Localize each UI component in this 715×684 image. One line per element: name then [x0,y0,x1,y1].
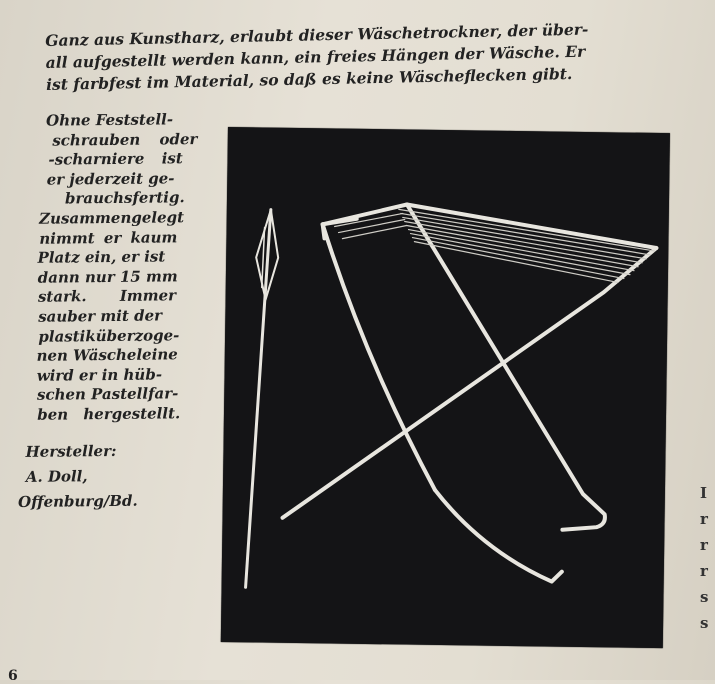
product-photo [221,127,670,648]
side-line: schen Pastellfar- [36,384,179,405]
side-line: wird er in hüb- [36,365,163,385]
intro-line: ist farbfest im Material, so daß es keine Wäscheflecken gibt. [45,63,573,94]
folded-rack [246,209,279,587]
intro-line: Ganz aus Kunstharz, erlaubt dieser Wäschetrockner, der über- [45,19,589,50]
side-line: brauchsfertig. [64,188,185,208]
side-line: sauber mit der [38,306,163,326]
side-line: ben hergestellt. [37,404,181,424]
side-line: dann nur 15 mm [37,267,178,287]
manufacturer-block [17,437,228,514]
page-number: 6 [8,668,18,684]
side-line: Zusammengelegt [39,208,185,228]
edge-letter: s [700,588,709,606]
edge-letter: s [700,614,709,632]
drying-rack-illustration [221,127,670,648]
manufacturer-name: A. Doll, [25,466,88,486]
side-line: schrauben oder [52,129,198,150]
intro-paragraph [45,16,691,95]
side-line: Platz ein, er ist [37,247,166,267]
edge-letter: r [700,562,708,580]
side-line: nen Wäscheleine [36,345,178,365]
edge-letter: r [700,536,708,554]
edge-letter: I [700,484,708,502]
side-line: er jederzeit ge- [46,169,175,189]
edge-letter: r [700,510,708,528]
side-line: plastiküberzoge- [38,325,180,346]
adjacent-column-edge [700,300,715,636]
manufacturer-label: Hersteller: [25,441,117,461]
side-line: stark. Immer [37,286,177,307]
side-line: -scharniere ist [48,149,183,169]
intro-line: all aufgestellt werden kann, ein freies Hängen der Wäsche. Er [45,41,586,72]
manufacturer-city: Offenburg/Bd. [17,491,138,511]
side-line: Ohne Feststell- [45,110,174,130]
side-column-text [14,110,228,515]
side-line: nimmt er kaum [39,227,178,248]
